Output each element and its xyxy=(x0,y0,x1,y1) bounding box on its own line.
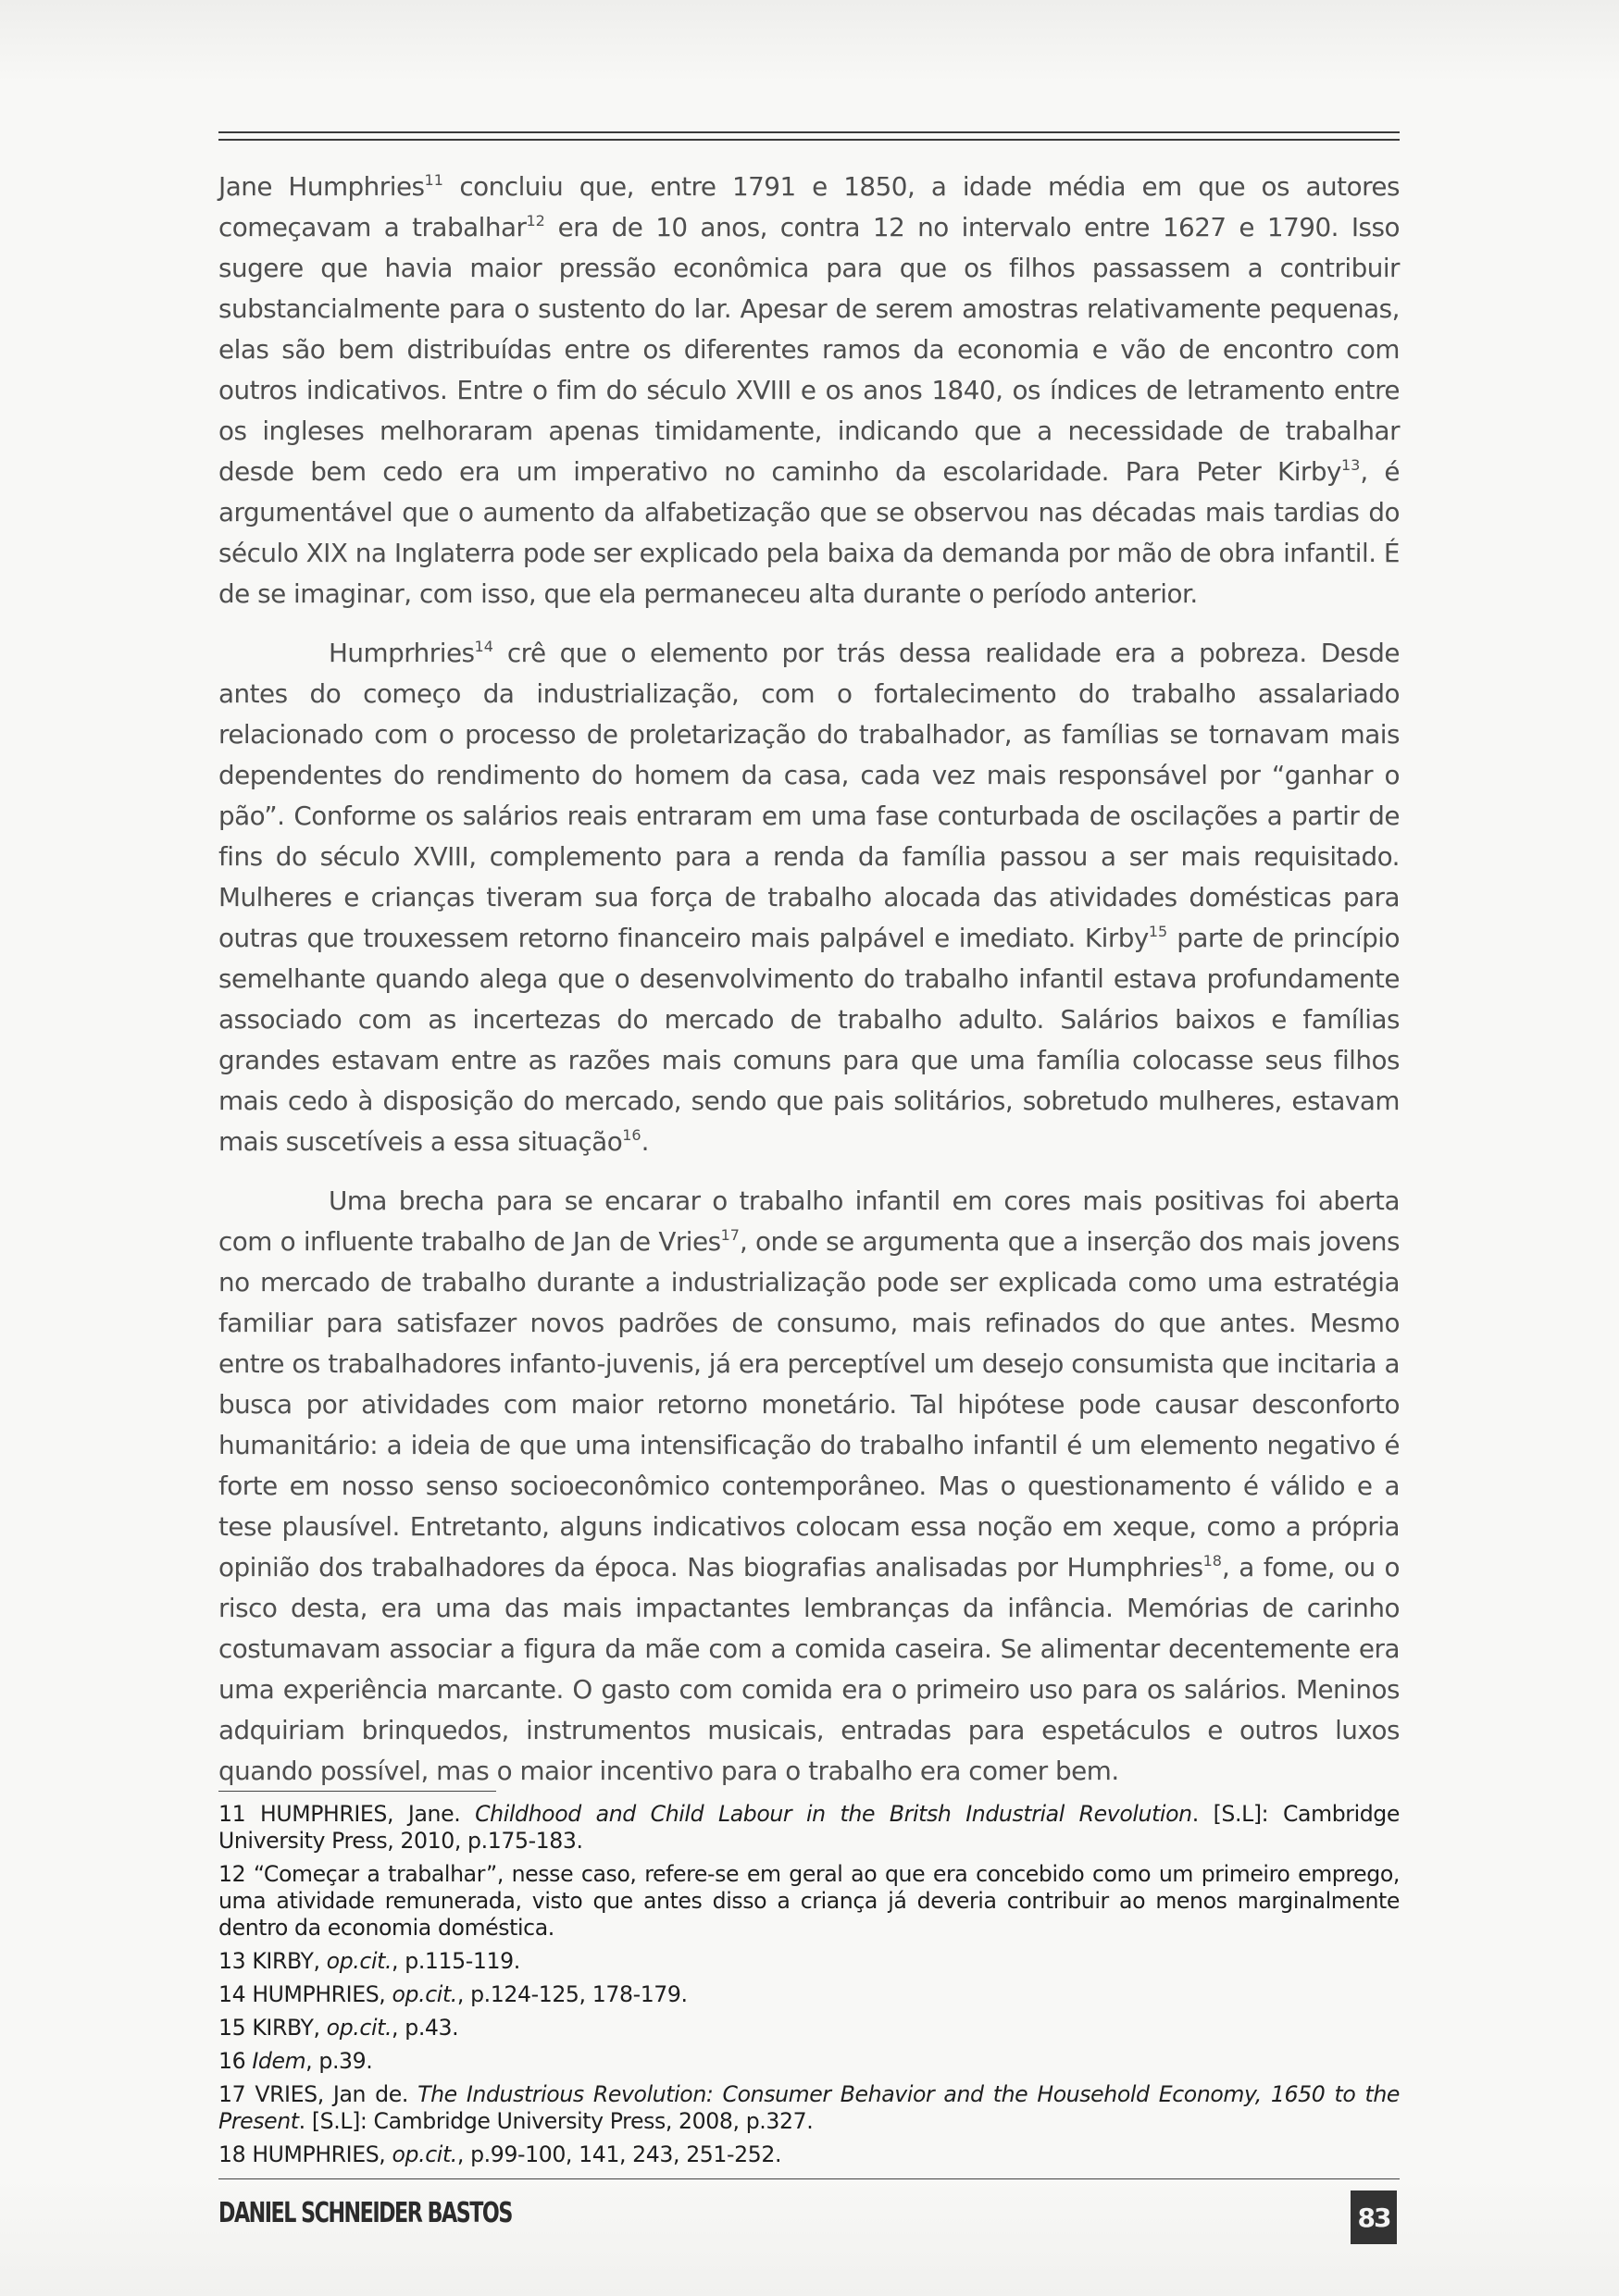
footnote-18: 18 HUMPHRIES, op.cit., p.99-100, 141, 243, 251-252. xyxy=(218,2141,782,2167)
footer-author: DANIEL SCHNEIDER BASTOS xyxy=(218,2197,512,2229)
italic-title: op.cit. xyxy=(326,2015,392,2041)
italic-title: op.cit. xyxy=(392,1981,457,2007)
paragraph-1: Jane Humphries$^{11}$ concluiu que, entre 1791 e 1850, a idade média em que os autores começavam a trabalhar$^{12}$ era de 10 anos, contra 12 no intervalo entre 1627 e 1790. Isso sugere que havia maior pressão econômica para que os filhos passassem a contribuir substancialmente para o sustento do lar. Apesar de serem amostras relativamente pequenas, elas são bem distribuídas entre os diferentes ramos da economia e vão de encontro com outros indicativos. Entre o fim do século XVIII e os anos 1840, os índices de letramento entre os ingleses melhoraram apenas timidamente, indicando que a necessidade de trabalhar desde bem cedo era um imperativo no caminho da escolaridade. Para Peter Kirby$^{13}$, é argumentável que o aumento da alfabetização que se observou nas décadas mais tardias do século XIX na Inglaterra pode ser explicado pela baixa da demanda por mão de obra infantil. É de se imaginar, com isso, que ela permaneceu alta durante o período anterior. xyxy=(218,171,1401,609)
footnotes xyxy=(218,1801,1400,2175)
footnote-11: 11 HUMPHRIES, Jane. Childhood and Child Labour in the Britsh Industrial Revolution. [S.L]: Cambridge University Press, 2010, p.175-183. xyxy=(218,1801,1400,1854)
paragraph-2: Humprhries$^{14}$ crê que o elemento por trás dessa realidade era a pobreza. Desde antes do começo da industrialização, com o fortalecimento do trabalho assalariado relacionado com o processo de proletarização do trabalhador, as famílias se tornavam mais dependentes do rendimento do homem da casa, cada vez mais responsável por “ganhar o pão”. Conforme os salários reais entraram em uma fase conturbada de oscilações a partir de fins do século XVIII, complemento para a renda da família passou a ser mais requisitado. Mulheres e crianças tiveram sua força de trabalho alocada das atividades domésticas para outras que trouxessem retorno financeiro mais palpável e imediato. Kirby$^{15}$ parte de princípio semelhante quando alega que o desenvolvimento do trabalho infantil estava profundamente associado com as incertezas do mercado de trabalho adulto. Salários baixos e famílias grandes estavam entre as razões mais comuns para que uma família colocasse seus filhos mais cedo à disposição do mercado, sendo que pais solitários, sobretudo mulheres, estavam mais suscetíveis a essa situação$^{16}$. xyxy=(218,638,1400,1157)
footnote-ref-17: 17 xyxy=(720,1226,740,1244)
footnote-ref-14: 14 xyxy=(474,638,493,655)
footnote-ref-18: 18 xyxy=(1202,1552,1222,1570)
footnote-ref-11: 11 xyxy=(424,171,443,189)
footnote-separator xyxy=(218,1791,496,1792)
footer-rule xyxy=(218,2178,1400,2179)
footnote-ref-16: 16 xyxy=(622,1126,641,1144)
page-number: 83 xyxy=(1351,2191,1397,2244)
footnote-ref-13: 13 xyxy=(1340,456,1361,474)
footnote-12: 12 “Começar a trabalhar”, nesse caso, refere-se em geral ao que era concebido como um primeiro emprego, uma atividade remunerada, visto que antes disso a criança já deveria contribuir ao menos marginalmente dentro da economia doméstica. xyxy=(218,1861,1400,1941)
paragraph-3: Uma brecha para se encarar o trabalho infantil em cores mais positivas foi aberta com o influente trabalho de Jan de Vries$^{17}$, onde se argumenta que a inserção dos mais jovens no mercado de trabalho durante a industrialização pode ser explicada como uma estratégia familiar para satisfazer novos padrões de consumo, mais refinados do que antes. Mesmo entre os trabalhadores infanto-juvenis, já era perceptível um desejo consumista que incitaria a busca por atividades com maior retorno monetário. Tal hipótese pode causar desconforto humanitário: a ideia de que uma intensificação do trabalho infantil é um elemento negativo é forte em nosso senso socioeconômico contemporâneo. Mas o questionamento é válido e a tese plausível. Entretanto, alguns indicativos colocam essa noção em xeque, como a própria opinião dos trabalhadores da época. Nas biografias analisadas por Humphries$^{18}$, a fome, ou o risco desta, era uma das mais impactantes lembranças da infância. Memórias de carinho costumavam associar a figura da mãe com a comida caseira. Se alimentar decentemente era uma experiência marcante. O gasto com comida era o primeiro uso para os salários. Meninos adquiriam brinquedos, instrumentos musicais, entradas para espetáculos e outros luxos quando possível, mas o maior incentivo para o trabalho era comer bem. xyxy=(218,1185,1400,1786)
italic-title: Idem xyxy=(252,2048,306,2074)
footnote-17: 17 VRIES, Jan de. The Industrious Revolution: Consumer Behavior and the Household Economy, 1650 to the Present. [S.L]: Cambridge University Press, 2008, p.327. xyxy=(218,2081,1400,2134)
italic-title: op.cit. xyxy=(326,1948,392,1974)
footnote-14: 14 HUMPHRIES, op.cit., p.124-125, 178-179. xyxy=(218,1981,688,2007)
footnote-ref-12: 12 xyxy=(526,212,545,230)
header-double-rule xyxy=(218,131,1400,141)
footnote-13: 13 KIRBY, op.cit., p.115-119. xyxy=(218,1948,520,1974)
italic-title: op.cit. xyxy=(392,2141,457,2167)
body-text xyxy=(218,167,1400,1810)
footnote-ref-15: 15 xyxy=(1148,923,1168,940)
footnote-15: 15 KIRBY, op.cit., p.43. xyxy=(218,2015,459,2041)
footnote-16: 16 Idem, p.39. xyxy=(218,2048,373,2074)
italic-title: The Industrious Revolution: Consumer Behavior and the Household Economy, 1650 to the Present xyxy=(218,2081,1400,2134)
italic-title: Childhood and Child Labour in the Britsh Industrial Revolution xyxy=(475,1801,1192,1827)
